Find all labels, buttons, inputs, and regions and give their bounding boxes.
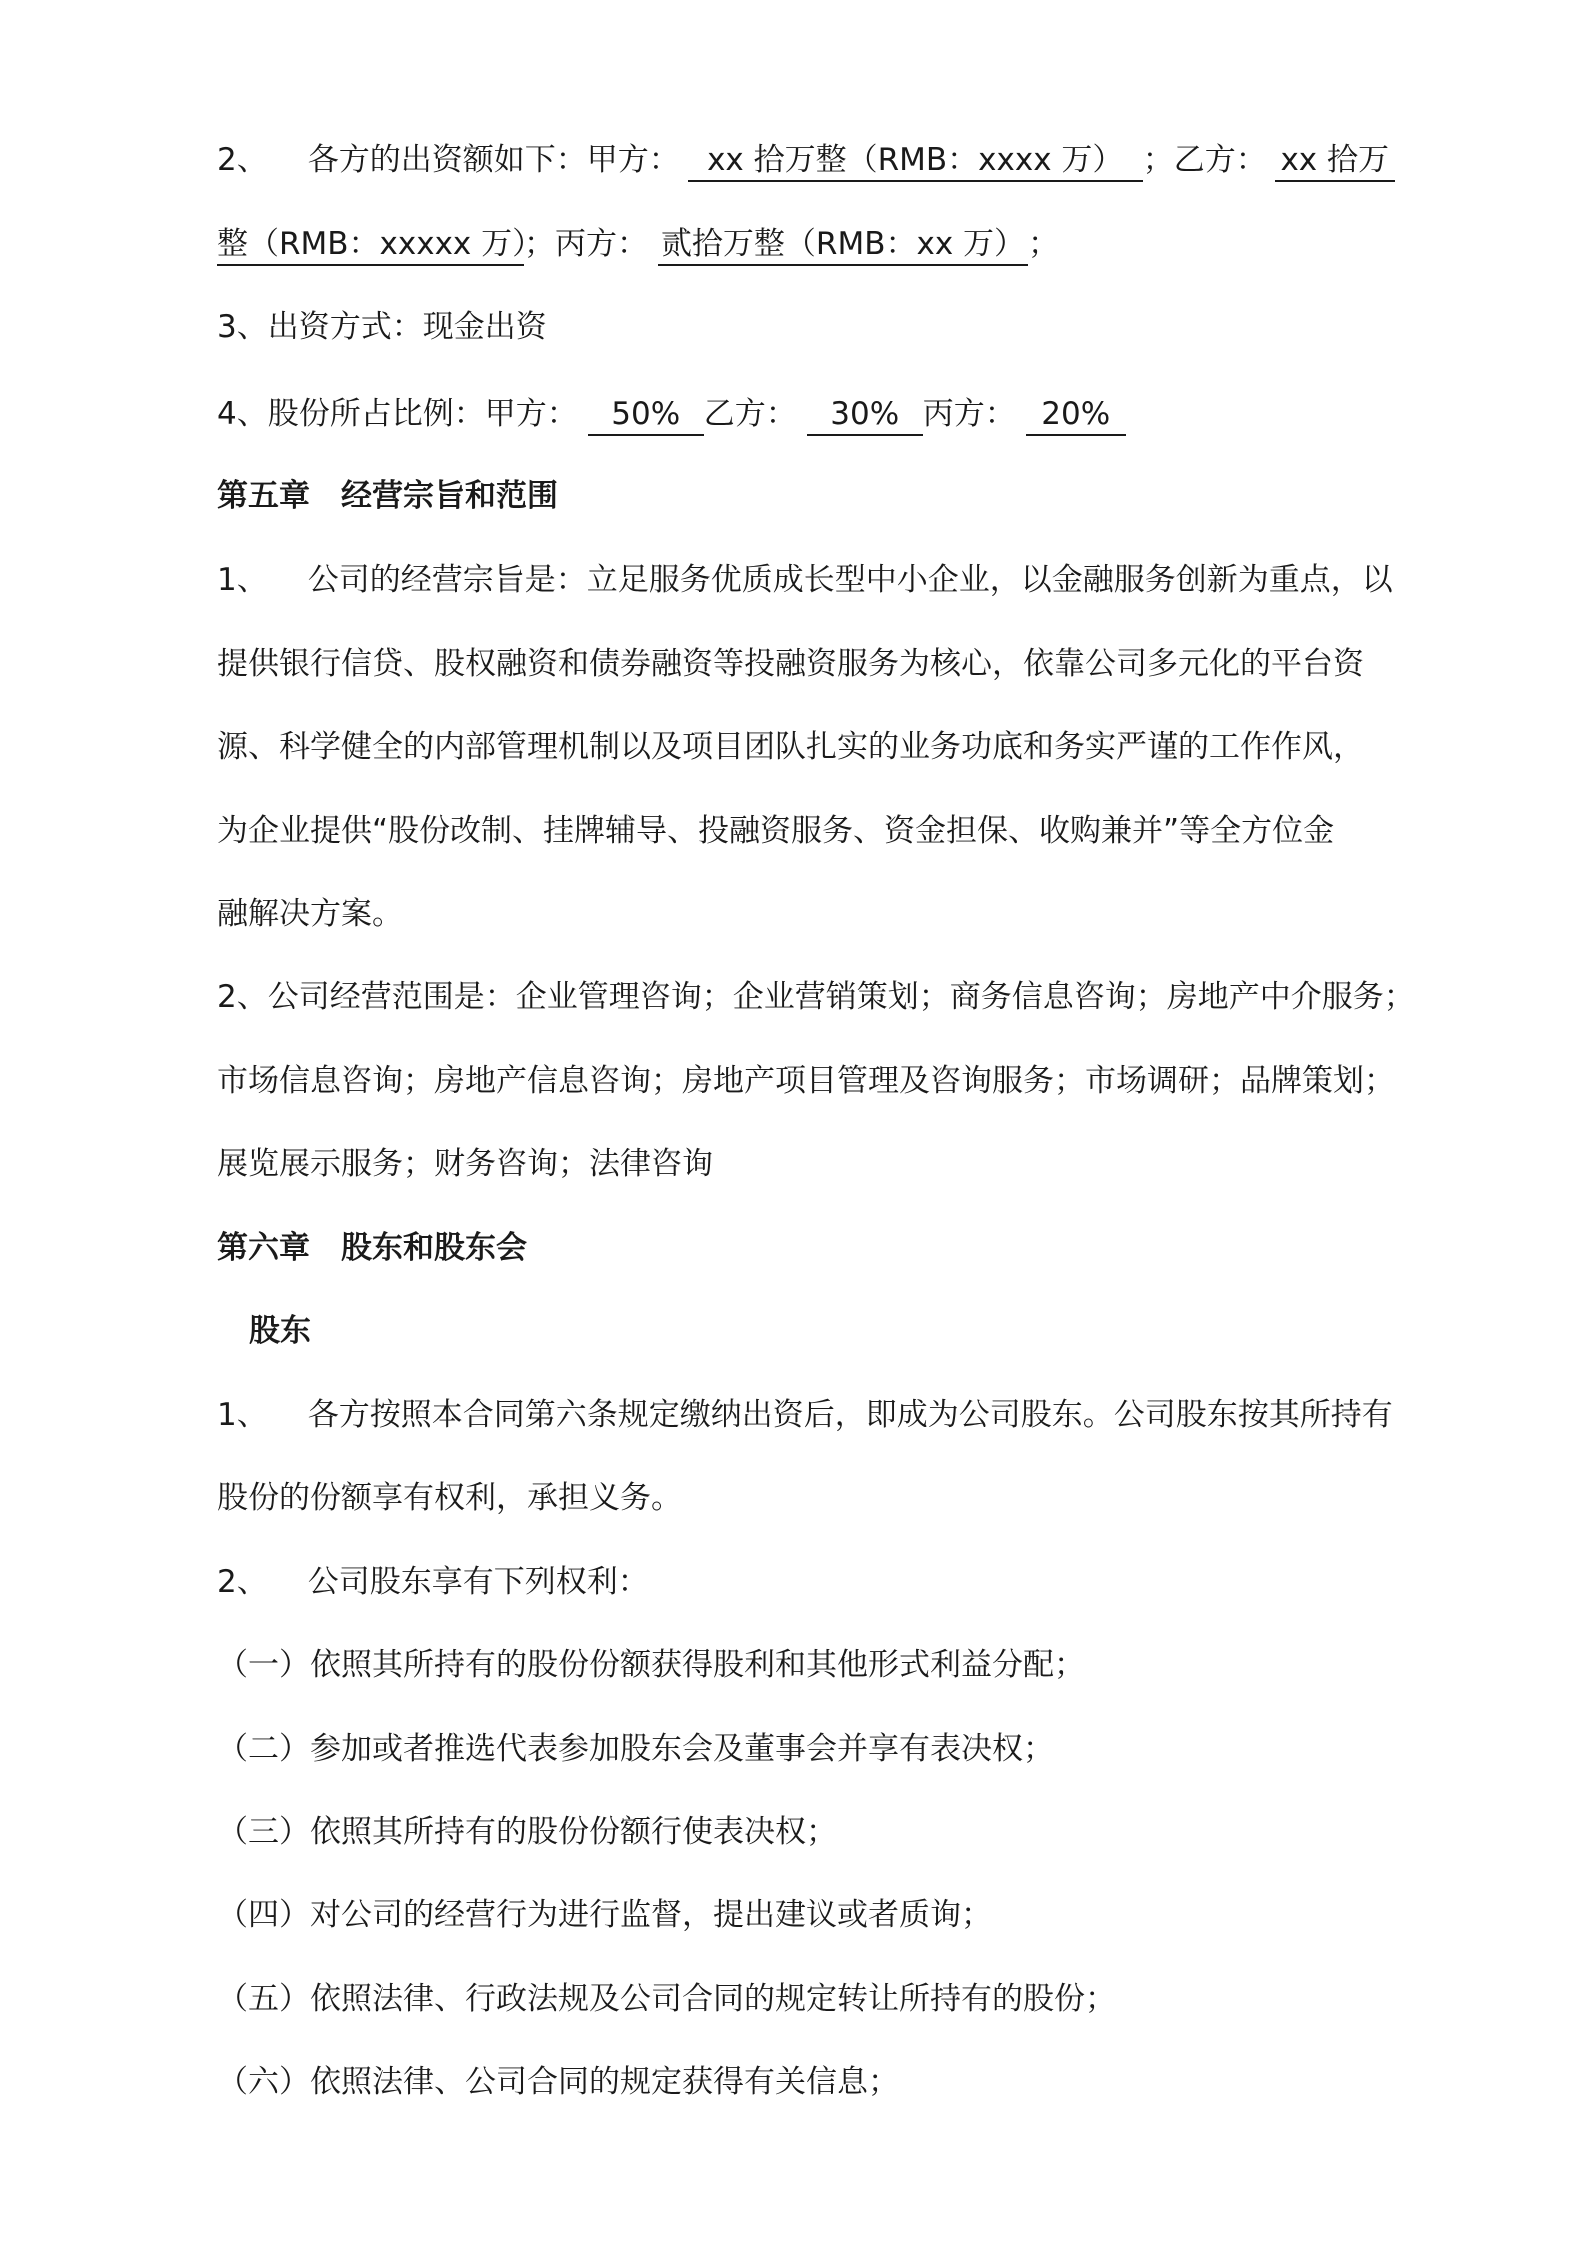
- bing-ratio-field: 20%: [1026, 394, 1126, 436]
- bing-amount-field: 贰拾万整（RMB：xx 万）: [658, 224, 1028, 266]
- chapter-6-title: 第六章 股东和股东会: [217, 1230, 527, 1266]
- item-number: 1、: [217, 1397, 268, 1433]
- right-item: （四）对公司的经营行为进行监督，提出建议或者质询；: [217, 1897, 992, 1933]
- yi-ratio-field: 30%: [807, 394, 923, 436]
- section-shareholders-title: 股东: [249, 1313, 311, 1349]
- contribution-method: 3、出资方式：现金出资: [217, 309, 547, 345]
- chapter-5-title: 第五章 经营宗旨和范围: [217, 478, 558, 514]
- separator: ；丙方：: [524, 226, 648, 262]
- purpose-line-4: 为企业提供“股份改制、挂牌辅导、投融资服务、资金担保、收购兼并”等全方位金: [217, 813, 1335, 849]
- item-number: 2、: [217, 142, 268, 178]
- shareholder-item-2-text: 公司股东享有下列权利：: [307, 1564, 649, 1600]
- scope-line-1: 2、公司经营范围是：企业管理咨询；企业营销策划；商务信息咨询；房地产中介服务；: [217, 979, 1415, 1015]
- purpose-line-3: 源、科学健全的内部管理机制以及项目团队扎实的业务功底和务实严谨的工作作风，: [217, 729, 1364, 765]
- yi-amount-field-cont: 整（RMB：xxxxx 万）: [217, 224, 524, 266]
- yi-ratio-label: 乙方：: [703, 396, 797, 432]
- shareholder-item-1-line-2: 股份的份额享有权利，承担义务。: [217, 1480, 682, 1516]
- line-end: ；: [1028, 226, 1059, 262]
- purpose-line-5: 融解决方案。: [217, 896, 403, 932]
- yi-amount-field: xx 拾万: [1275, 140, 1395, 182]
- purpose-line-1: [217, 558, 1393, 602]
- capital-contribution-line-1: [217, 138, 1395, 182]
- scope-line-2: 市场信息咨询；房地产信息咨询；房地产项目管理及咨询服务；市场调研；品牌策划；: [217, 1063, 1395, 1099]
- right-item: （二）参加或者推选代表参加股东会及董事会并享有表决权；: [217, 1731, 1054, 1767]
- right-item: （三）依照其所持有的股份份额行使表决权；: [217, 1814, 837, 1850]
- right-item: （六）依照法律、公司合同的规定获得有关信息；: [217, 2064, 899, 2100]
- separator: ；乙方：: [1142, 142, 1267, 178]
- right-item: （五）依照法律、行政法规及公司合同的规定转让所持有的股份；: [217, 1981, 1116, 2017]
- purpose-text: 公司的经营宗旨是：立足服务优质成长型中小企业，以金融服务创新为重点，以: [307, 562, 1393, 598]
- share-ratio-label: 4、股份所占比例：甲方：: [217, 396, 578, 432]
- right-item: （一）依照其所持有的股份份额获得股利和其他形式利益分配；: [217, 1647, 1085, 1683]
- shareholder-item-1-text: 各方按照本合同第六条规定缴纳出资后，即成为公司股东。公司股东按其所持有: [307, 1397, 1393, 1433]
- shareholder-item-2: [217, 1560, 649, 1604]
- shareholder-item-1-line-1: [217, 1393, 1393, 1437]
- item-number: 1、: [217, 562, 268, 598]
- scope-line-3: 展览展示服务；财务咨询；法律咨询: [217, 1146, 713, 1182]
- bing-ratio-label: 丙方：: [922, 396, 1016, 432]
- jia-ratio-field: 50%: [588, 394, 704, 436]
- purpose-line-2: 提供银行信贷、股权融资和债券融资等投融资服务为核心，依靠公司多元化的平台资: [217, 646, 1364, 682]
- item-number: 2、: [217, 1564, 268, 1600]
- share-ratio-line: [217, 392, 1126, 436]
- item-text: 各方的出资额如下：甲方：: [307, 142, 680, 178]
- capital-contribution-line-2: [217, 222, 1059, 266]
- jia-amount-field: xx 拾万整（RMB：xxxx 万）: [688, 140, 1143, 182]
